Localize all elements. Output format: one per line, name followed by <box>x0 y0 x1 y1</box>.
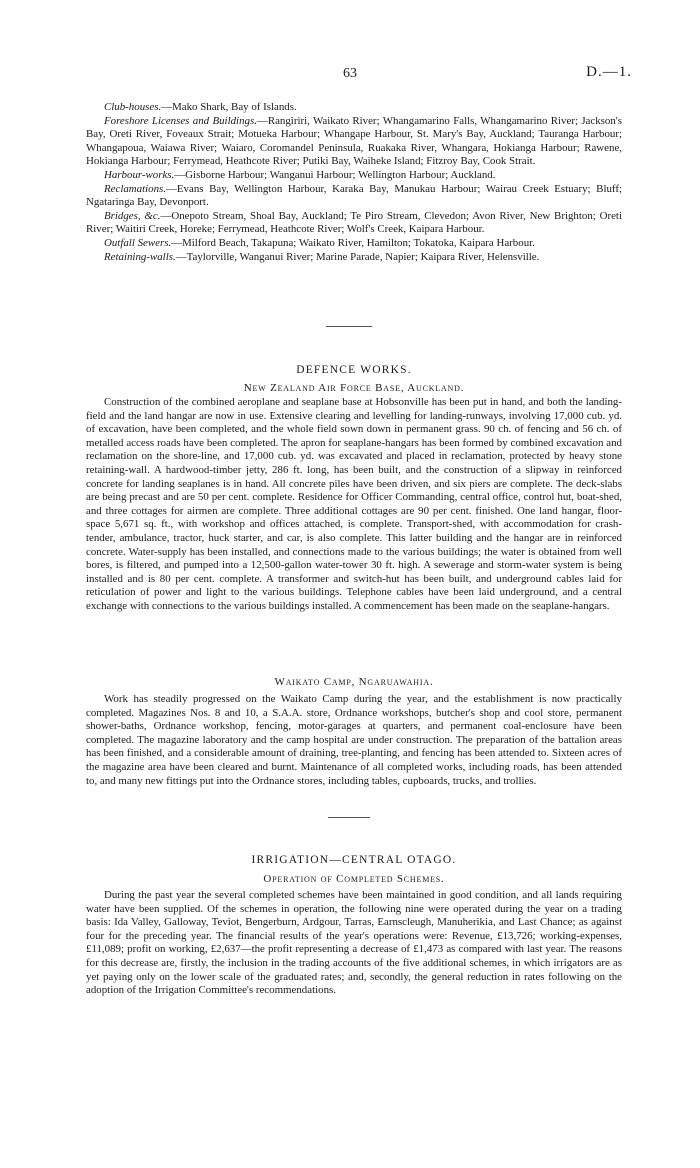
works-item-harbour-works: Harbour-works.—Gisborne Harbour; Wanganui Harbour; Wellington Harbour; Auckland. <box>104 168 496 181</box>
completed-schemes-heading: Operation of Completed Schemes. <box>263 873 445 885</box>
section-divider <box>326 326 372 327</box>
irrigation-paragraph: During the past year the several completed schemes have been maintained in good condition, and all lands requiring water have been supplied. Of the schemes in operation, the following nine were operated during the year on a trading basis: Ida Valley, Galloway, Teviot, Bengerburn, Ardgour, Tarras, Earnscleugh, Manuherikia, and Last Chance; as against four for the preceding year. The financial results of the year's operations were: Revenue, £13,726; working-expenses, £11,089; profit on working, £2,637—the profit representing a decrease of £1,473 as compared with last year. The reasons for this decrease are, firstly, the inclusion in the trading accounts of the five additional schemes, in which irrigators are as yet paying only on the lower scale of the graduated rates; and, secondly, the general reduction in rates following on the adoption of the Irrigation Committee's recommendations. <box>86 889 622 997</box>
air-force-base-heading: New Zealand Air Force Base, Auckland. <box>243 382 465 394</box>
works-item-club-houses: Club-houses.—Mako Shark, Bay of Islands. <box>104 101 297 113</box>
works-item-retaining-walls: Retaining-walls.—Taylorville, Wanganui River; Marine Parade, Napier; Kaipara River, Helensville. <box>104 250 540 263</box>
waikato-camp-paragraph: Work has steadily progressed on the Waikato Camp during the year, and the establishment is now practically completed. Magazines Nos. 8 and 10, a S.A.A. store, Ordnance workshops, butcher's shop and cool store, permanent shower-baths, Ordnance workshop, fencing, motor-garages at quarters, and permanent coal-enclosure have been completed. The magazine laboratory and the camp hospital are under construction. The preparation of the battalion areas has been finished, and a considerable amount of draining, tree-planting, and fencing has been attended to. Sixteen acres of the magazine area have been cleared and burnt. Maintenance of all completed works, including roads, has been attended to, and many new fittings put into the Ordnance stores, including tables, cupboards, trucks, and trollies. <box>86 693 622 787</box>
section-divider <box>328 817 370 818</box>
air-force-base-paragraph: Construction of the combined aeroplane and seaplane base at Hobsonville has been put in hand, and both the landing-field and the land hangar are now in use. Extensive clearing and levelling for landing-runways, involving 17,000 cub. yd. of excavation, have been completed, and the whole field sown down in permanent grass. 90 ch. of fencing and 56 ch. of metalled access roads have been completed. The apron for seaplane-hangars has been formed by combined excavation and reclamation on the shore-line, and 17,000 cub. yd. was excavated and placed in reclamation, protected by heavy stone retaining-wall. A hardwood-timber jetty, 286 ft. long, has been built, and the construction of a slipway in reinforced concrete for landing seaplanes is in hand. All concrete piles have been driven, and six piers are complete. The deck-slabs are being precast and are 50 per cent. complete. Residence for Officer Commanding, central office, control hut, boat-shed, and three cottages for airmen are complete. Three additional cottages are 90 per cent. finished. One land hangar, floor-space 5,671 sq. ft., with workshop and offices attached, is complete. Transport-shed, with accommodation for crash-tender, ambulance, tractor, huck starter, and car, is also complete. This latter building and the hangar are in reinforced concrete. Water-supply has been installed, and connections made to the various buildings; the water is obtained from well bores, is filtered, and pumped into a 12,500-gallon water-tower 30 ft. high. A sewerage and storm-water system is being installed and is 80 per cent. complete. A transformer and switch-hut has been built, and underground cables laid for reticulation of power and light to the various buildings. Telephone cables have been laid underground, and a central exchange with connections to the various buildings installed. A commencement has been made on the seaplane-hangars. <box>86 396 622 612</box>
defence-works-title: DEFENCE WORKS. <box>296 364 412 376</box>
works-list <box>86 101 622 264</box>
document-reference: D.—1. <box>586 64 632 80</box>
works-item-reclamations: Reclamations.—Evans Bay, Wellington Harbour, Karaka Bay, Manukau Harbour; Wairau Creek Estuary; Bluff; Ngataringa Bay, Devonport. <box>86 182 622 209</box>
page-number: 63 <box>343 66 357 81</box>
works-item-foreshore: Foreshore Licenses and Buildings.—Rangiriri, Waikato River; Whangamarino Falls, Whangamarino River; Jackson's Bay, Oreti River, Foveaux Strait; Motueka Harbour; Whangape Harbour, St. Mary's Bay, Auckland; Tauranga Harbour; Whangapoua, Waiawa River; Waiaro, Coromandel Peninsula, Ruakaka River, Whangara, Hokianga Harbour; Rawene, Hokianga Harbour; Ferrymead, Heathcote River; Putiki Bay, Waiheke Island; Fitzroy Bay, Cook Strait. <box>86 114 622 168</box>
works-item-outfall-sewers: Outfall Sewers.—Milford Beach, Takapuna; Waikato River, Hamilton; Tokatoka, Kaipara Harbour. <box>104 236 535 249</box>
waikato-camp-heading: Waikato Camp, Ngaruawahia. <box>274 676 434 688</box>
irrigation-title: IRRIGATION—CENTRAL OTAGO. <box>251 854 457 866</box>
works-item-bridges: Bridges, &c.—Onepoto Stream, Shoal Bay, Auckland; Te Piro Stream, Clevedon; Avon River, New Brighton; Oreti River; Waitiri Creek, Horeke; Ferrymead, Heathcote River; Wolf's Creek, Kaipara Harbour. <box>86 209 622 236</box>
